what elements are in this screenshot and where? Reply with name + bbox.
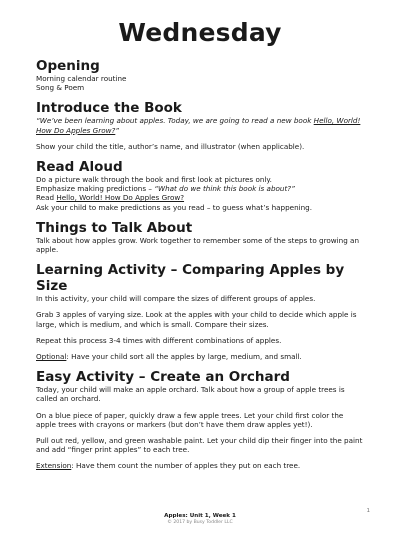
book-title-link[interactable]: Hello, World! How Do Apples Grow? <box>36 116 361 135</box>
optional-text: : Have your child sort all the apples by large, medium, and small. <box>66 352 302 362</box>
section-introduce-book <box>36 100 364 151</box>
worksheet-page <box>0 18 400 536</box>
opening-line: Song & Poem <box>36 83 85 93</box>
extension-label: Extension <box>36 461 72 471</box>
section-read-aloud <box>36 159 364 212</box>
section-heading: Introduce the Book <box>36 100 182 117</box>
read-aloud-line <box>36 193 364 202</box>
section-heading: Things to Talk About <box>36 219 193 236</box>
page-title: Wednesday <box>118 18 282 47</box>
book-title-link[interactable]: Hello, World! How Do Apples Grow? <box>56 193 185 203</box>
learning-paragraph <box>36 352 364 361</box>
read-aloud-line: Ask your child to make predictions as you read – to guess what’s happening. <box>36 202 313 212</box>
section-things-to-talk-about <box>36 220 364 254</box>
section-heading: Learning Activity – Comparing Apples by Size <box>36 262 345 295</box>
learning-paragraph: Repeat this process 3-4 times with different combinations of apples. <box>36 335 282 345</box>
easy-paragraph <box>36 461 364 470</box>
easy-paragraph: On a blue piece of paper, quickly draw a few apple trees. Let your child first color the apple trees with crayons or markers (but don’t have them draw apples yet!). <box>36 410 344 429</box>
easy-paragraph: Pull out red, yellow, and green washable paint. Let your child dip their finger into the paint and add “finger print apples” to each tree. <box>36 436 363 455</box>
easy-paragraph: Today, your child will make an apple orchard. Talk about how a group of apple trees is called an orchard. <box>36 385 345 404</box>
section-heading: Read Aloud <box>36 159 123 176</box>
read-aloud-line <box>36 184 364 193</box>
intro-quote-text: “We’ve been learning about apples. Today, we are going to read a new book <box>36 116 314 126</box>
read-aloud-line: Do a picture walk through the book and first look at pictures only. <box>36 175 272 185</box>
learning-paragraph: In this activity, your child will compare the sizes of different groups of apples. <box>36 294 316 304</box>
footer-unit: Apples: Unit 1, Week 1 <box>164 513 236 519</box>
section-easy-activity <box>36 369 364 470</box>
section-learning-activity <box>36 262 364 361</box>
intro-text: Show your child the title, author’s name, and illustrator (when applicable). <box>36 141 305 151</box>
read-aloud-quote: “What do we think this book is about?” <box>154 184 295 194</box>
intro-quote-close: ” <box>115 125 120 135</box>
talk-text: Talk about how apples grow. Work together to remember some of the steps to growing an apple. <box>36 235 360 255</box>
optional-label: Optional <box>36 352 67 362</box>
opening-line: Morning calendar routine <box>36 74 127 83</box>
intro-quote <box>36 116 364 134</box>
section-opening <box>36 58 364 92</box>
read-aloud-text: Emphasize making predictions – <box>36 184 155 194</box>
footer-copyright: © 2017 by Busy Toddler LLC <box>167 520 233 525</box>
page-footer <box>0 513 400 526</box>
extension-text: : Have them count the number of apples they put on each tree. <box>71 461 301 471</box>
section-heading: Opening <box>36 58 100 74</box>
section-heading: Easy Activity – Create an Orchard <box>36 369 290 386</box>
learning-paragraph: Grab 3 apples of varying size. Look at the apples with your child to decide which apple is large, which is medium, and which is small. Compare their sizes. <box>36 310 357 329</box>
page-number: 1 <box>366 508 370 514</box>
read-aloud-text: Read <box>36 193 57 203</box>
